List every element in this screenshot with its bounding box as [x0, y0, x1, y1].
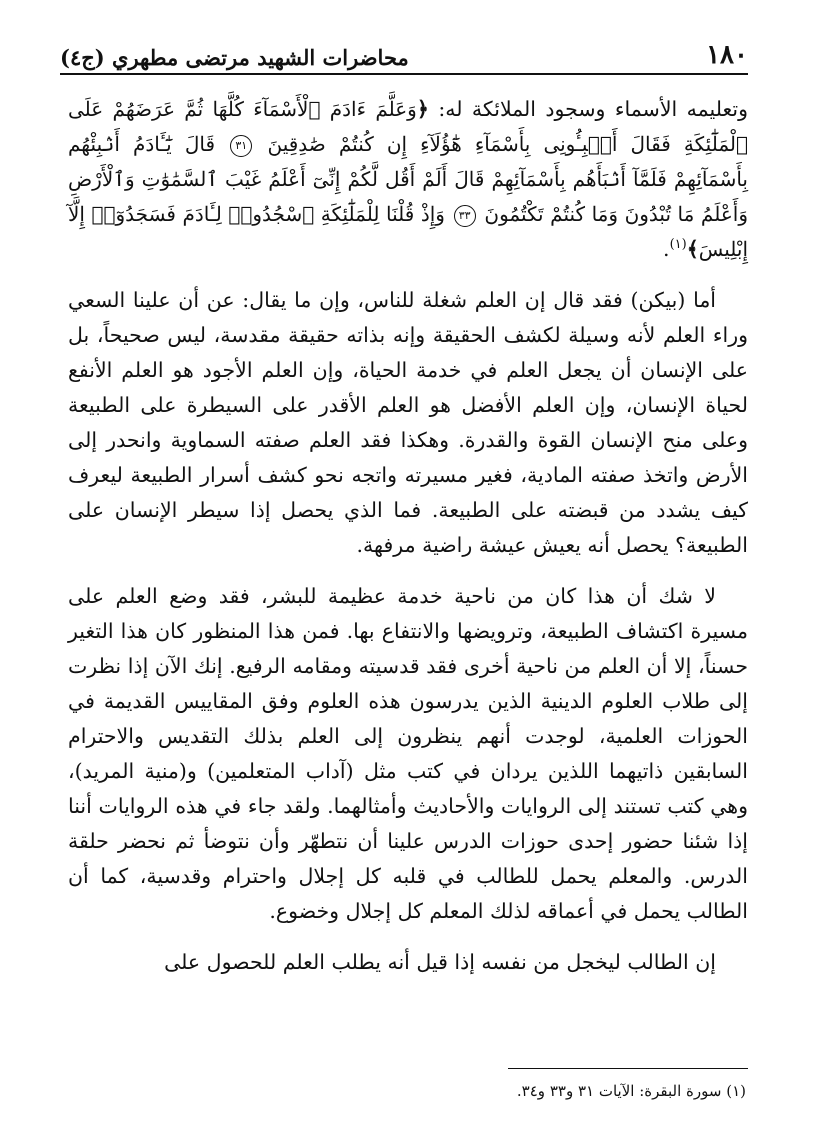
verse-part-a: وَعَلَّمَ ءَادَمَ ٱلْأَسْمَآءَ كُلَّهَا ثُمَّ عَرَضَهُمْ عَلَى ٱلْمَلَٰٓئِكَةِ فَقَالَ أَنۢبِـُٔونِى بِأَسْمَآءِ هَٰٓؤُلَآءِ إِن كُنتُمْ صَٰدِقِينَ: [68, 97, 748, 156]
paragraph-religious-students: لا شك أن هذا كان من ناحية خدمة عظيمة للبشر، فقد وضع العلم على مسيرة اكتشاف الطبيعة، وترويضها والانتفاع بها. فمن هذا المنظور كان هذا التغير حسناً، إلا أن العلم من ناحية أخرى فقد قدسيته ومقامه الرفيع. إنك الآن إذا نظرت إلى طلاب العلوم الدينية الذين يدرسون هذه العلوم وفق المقاييس القديمة في الحوزات العلمية، لوجدت أنهم ينظرون إلى العلم بذلك التقديس والاحترام السابقين ذاتيهما اللذين يردان في كتب مثل (آداب المتعلمين) و(منية المريد)، وهي كتب تستند إلى الروايات والأحاديث وأمثالهما. ولقد جاء في هذه الروايات أننا إذا شئنا حضور إحدى حوزات الدرس علينا أن نتطهّر وأن نتوضأ ثم نحضر حلقة الدرس. والمعلم يحمل للطالب في قلبه كل إجلال واحترام وقدسية، كما أن الطالب يحمل في أعماقه لذلك المعلم كل إجلال وخضوع.: [68, 584, 748, 923]
quote-intro: وتعليمه الأسماء وسجود الملائكة له:: [438, 97, 748, 121]
page-number: ١٨٠: [706, 40, 748, 70]
footnote-number: (١): [726, 1082, 746, 1100]
footnote: [60, 1080, 746, 1102]
page-body: [68, 92, 748, 996]
footnote-text: سورة البقرة: الآيات ٣١ و٣٣ و٣٤.: [516, 1082, 722, 1100]
verse-part-c: وَإِذْ قُلْنَا لِلْمَلَٰٓئِكَةِ ٱسْجُدُوا۟ لِـَٔادَمَ فَسَجَدُوٓا۟ إِلَّآ إِبْلِيسَ: [68, 202, 748, 261]
verse-open-brace: ﴿: [416, 97, 429, 121]
footnote-reference: (١): [669, 237, 687, 253]
page-header: [60, 30, 748, 70]
paragraph-student-shame: إن الطالب ليخجل من نفسه إذا قيل أنه يطلب العلم للحصول على: [164, 950, 716, 974]
paragraph-quran-quote: [68, 92, 748, 267]
ayah-number-mark: ٣١: [230, 135, 252, 157]
footnote-rule: [508, 1068, 748, 1069]
paragraph-bacon: أما (بيكن) فقد قال إن العلم شغلة للناس، وإن ما يقال: عن أن علينا السعي وراء العلم لأنه وسيلة لكشف الحقيقة وإنه بذاته حقيقة مقدسة، ليس صحيحاً، بل على الإنسان أن يجعل العلم في خدمة الحياة، وإن العلم الأجود هو العلم الأنفع لحياة الإنسان، وإن العلم الأفضل هو العلم الأقدر على السيطرة على الطبيعة وعلى منح الإنسان القوة والقدرة. وهكذا فقد العلم صفته السماوية وانحدر إلى الأرض واتخذ صفته المادية، فغير مسيرته واتجه نحو كشف أسرار الطبيعة ليعرف كيف يشدد من قبضته على الطبيعة. فما الذي يحصل إذا سيطر الإنسان على الطبيعة؟ يحصل أنه يعيش عيشة راضية مرفهة.: [68, 288, 748, 557]
running-title: محاضرات الشهيد مرتضى مطهري (ج٤): [60, 45, 409, 70]
verse-part-b: قَالَ يَٰٓـَٔادَمُ أَنۢبِئْهُم بِأَسْمَآئِهِمْ فَلَمَّآ أَنۢبَأَهُم بِأَسْمَآئِهِمْ قَالَ أَلَمْ أَقُل لَّكُمْ إِنِّىٓ أَعْلَمُ غَيْبَ ٱلسَّمَٰوَٰتِ وَٱلْأَرْضِ وَأَعْلَمُ مَا تُبْدُونَ وَمَا كُنتُمْ تَكْتُمُونَ: [68, 132, 748, 226]
header-rule: [60, 73, 748, 75]
verse-close-brace: ﴾: [686, 237, 699, 261]
ayah-number-mark: ٣٣: [454, 205, 476, 227]
sentence-end: .: [663, 237, 670, 261]
